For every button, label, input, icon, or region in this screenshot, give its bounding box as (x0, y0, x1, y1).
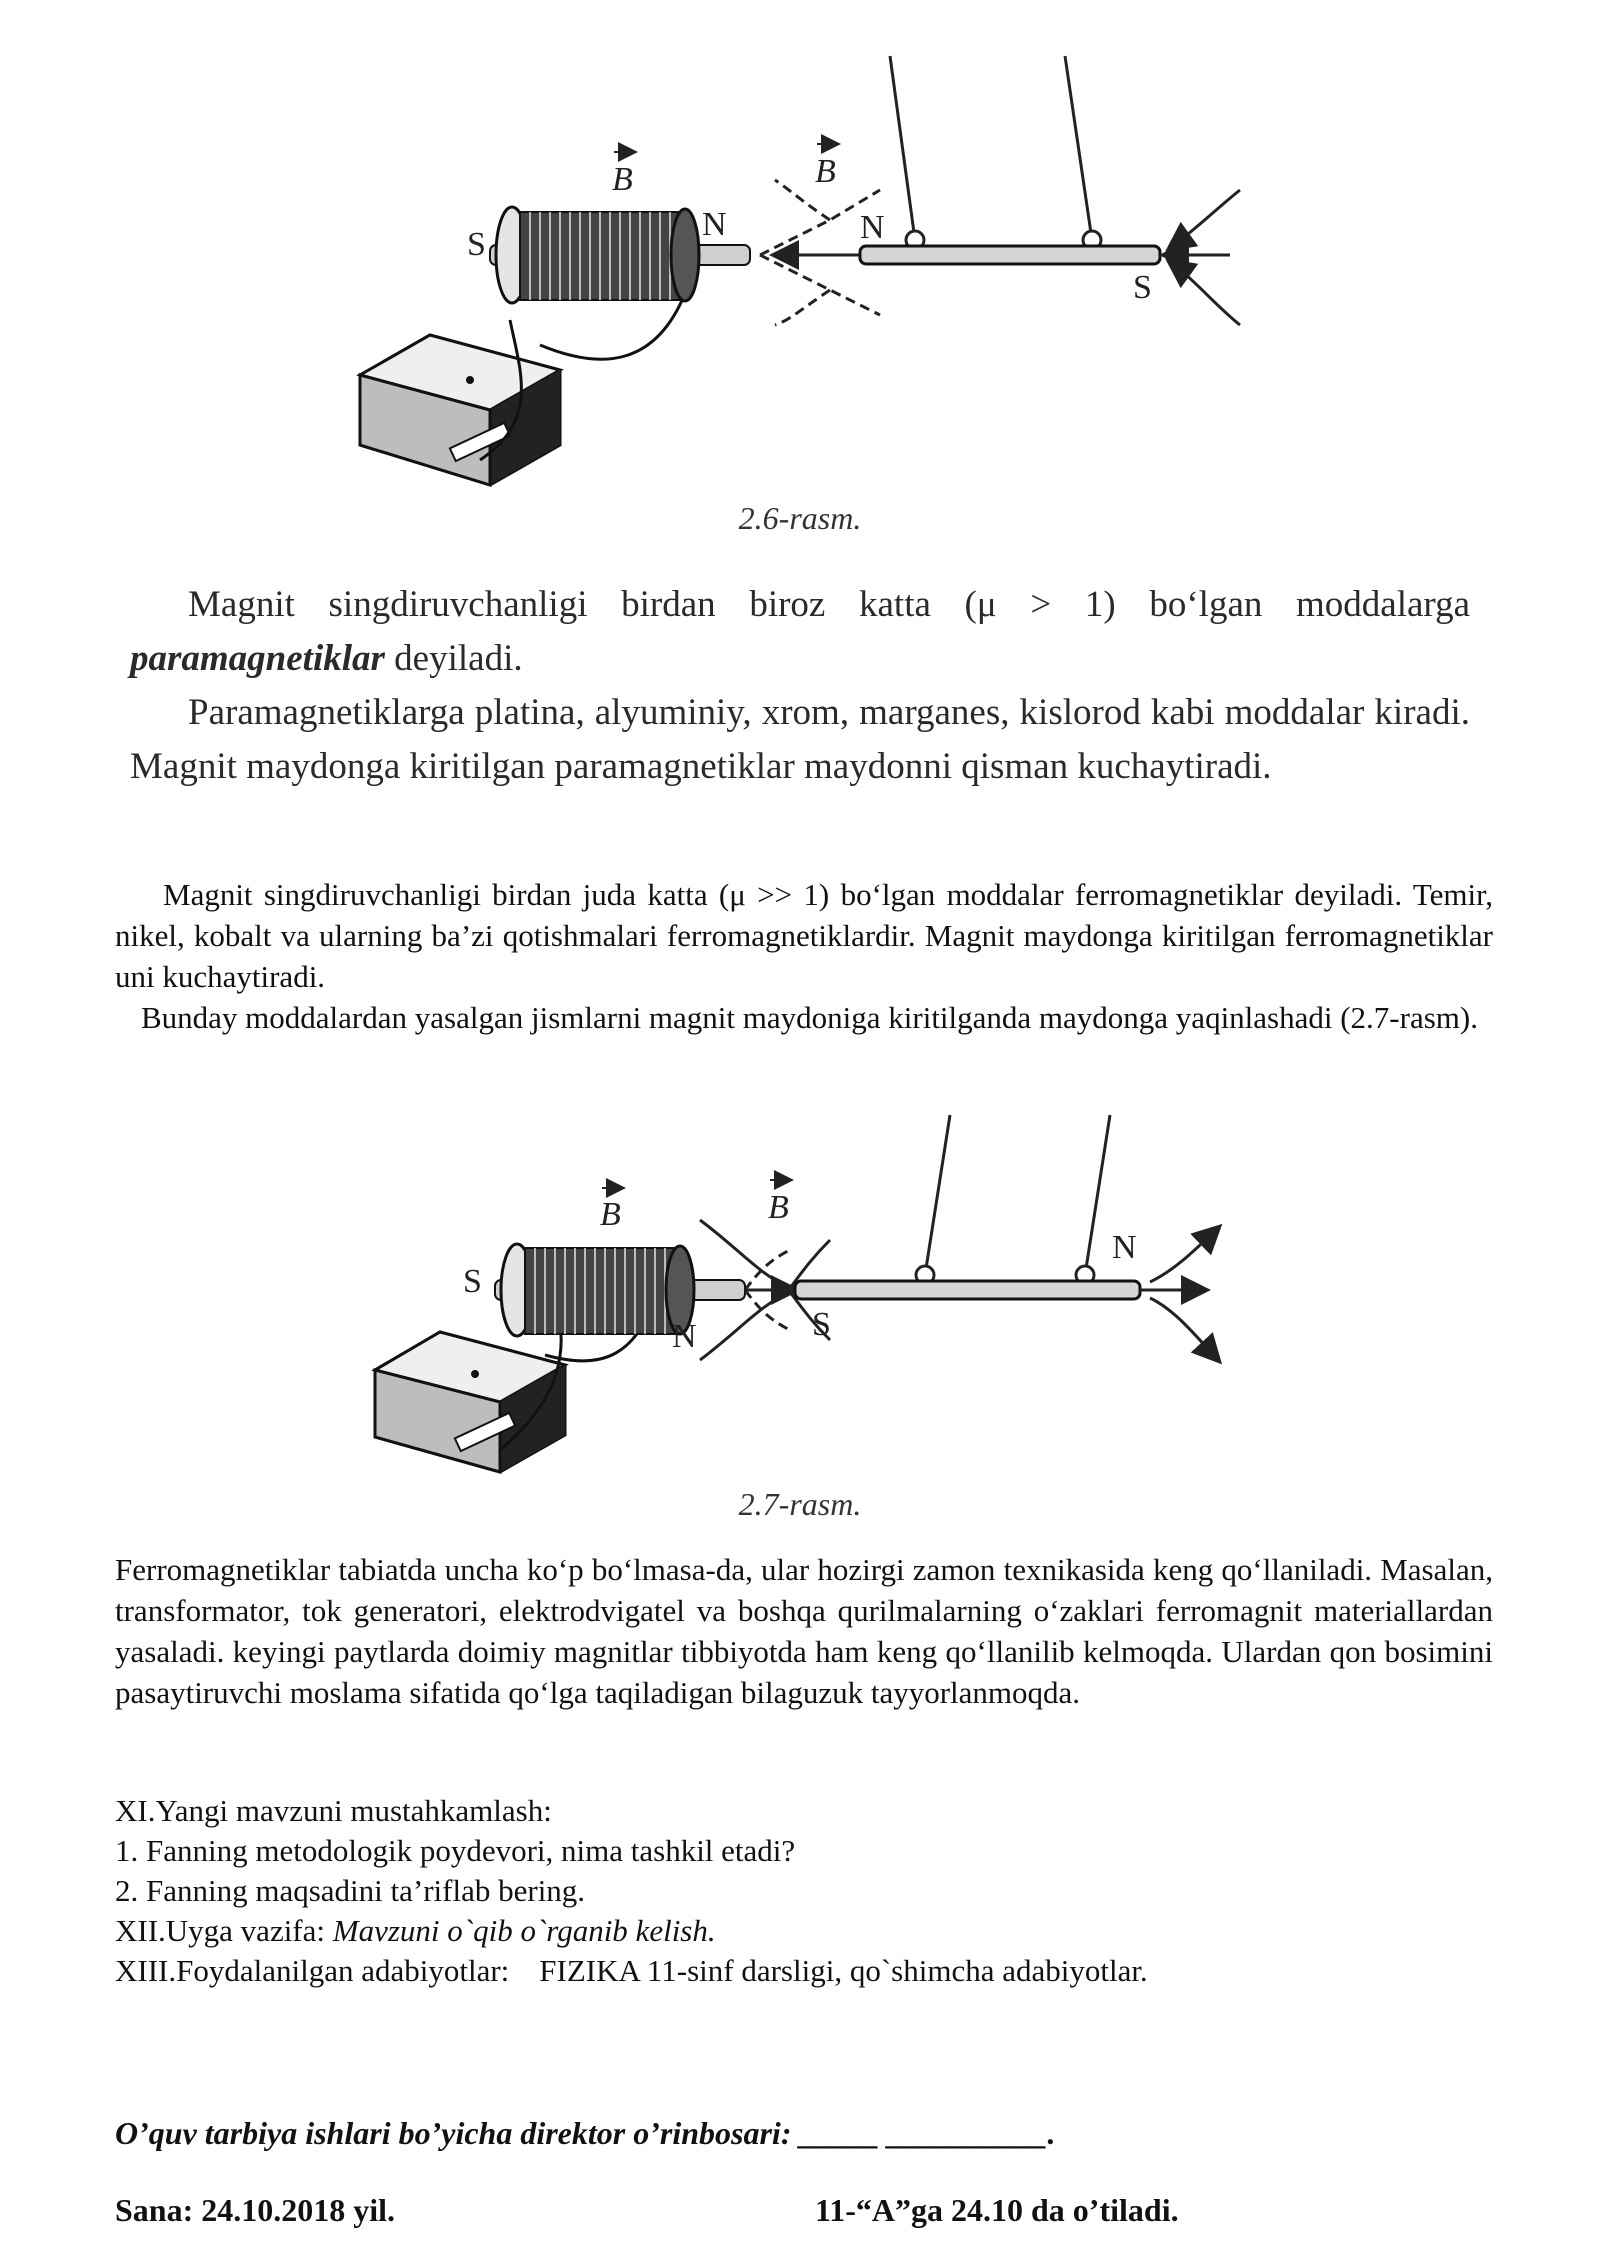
power-supply-icon (360, 335, 560, 485)
b-vector-label-gap: B (815, 153, 836, 190)
b-vector-label-gap-2: B (768, 1189, 789, 1226)
paramagnetic-term: paramagnetiklar (130, 638, 385, 679)
b-vector-label-coil-2: B (600, 1196, 621, 1233)
references (115, 1951, 1493, 1991)
pole-label-s-rod-2: S (812, 1306, 831, 1343)
homework-value: Mavzuni o`qib o`rganib kelish. (332, 1913, 716, 1948)
pole-label-n-rod-2: N (1112, 1229, 1137, 1266)
scanned-paragraph-block (130, 578, 1470, 794)
pole-label-s-coil: S (467, 226, 486, 263)
pole-label-n-coil: N (702, 206, 727, 243)
pole-label-s-coil-2: S (463, 1263, 482, 1300)
question-1: 1. Fanning metodologik poydevori, nima tashkil etadi? (115, 1833, 796, 1868)
solenoid-coil-icon-2 (495, 1244, 745, 1336)
lesson-date: Sana: 24.10.2018 yil. (115, 2192, 396, 2228)
figure-2-7-caption: 2.7-rasm. (738, 1486, 862, 1522)
paramagnetic-definition (130, 578, 1470, 686)
pole-label-n-coil-2: N (672, 1318, 697, 1355)
figure-2-6-caption: 2.6-rasm. (738, 500, 862, 536)
suspended-rod-icon-2 (795, 1115, 1140, 1299)
figure-2-6 (0, 40, 1600, 520)
ferromagnetic-behavior: Bunday moddalardan yasalgan jismlarni magnit maydoniga kiritilganda maydonga yaqinlashadi (2.7-rasm). (141, 1000, 1478, 1035)
pole-label-n-rod: N (860, 209, 885, 246)
paramagnetic-definition-start: Magnit singdiruvchanligi birdan biroz katta (μ > 1) bo‘lgan moddalarga (188, 584, 1470, 625)
consolidation-heading: XI.Yangi mavzuni mustahkamlash: (115, 1793, 552, 1828)
applications-paragraph: Ferromagnetiklar tabiatda uncha ko‘p bo‘lmasa-da, ular hozirgi zamon texnikasida keng qo‘llaniladi. Masalan, transformator, tok generatori, elektrodvigatel va boshqa qurilmalarning o‘zaklari ferromagnit materiallardan yasaladi. keyingi paytlarda doimiy magnitlar tibbiyotda ham keng qo‘llanilib kelmoqda. Ulardan qon bosimini pasaytiruvchi moslama sifatida qo‘lga taqiladigan bilaguzuk tayyorlanmoqda. (115, 1552, 1493, 1710)
figure-2-7-illustration (0, 1110, 1600, 1510)
question-2: 2. Fanning maqsadini ta’riflab bering. (115, 1873, 586, 1908)
references-label: XIII.Foydalanilgan adabiyotlar: (115, 1953, 510, 1988)
paramagnetic-examples: Paramagnetiklarga platina, alyuminiy, xrom, marganes, kislorod kabi moddalar kiradi. Magnit maydonga kiritilgan paramagnetiklar maydonni qisman kuchaytiradi. (130, 692, 1470, 787)
suspended-rod-icon (860, 56, 1160, 264)
ferromagnetic-section (115, 874, 1493, 1038)
ferromagnetic-applications (115, 1549, 1493, 1713)
class-note: 11-“A”ga 24.10 da o’tiladi. (815, 2192, 1179, 2228)
homework (115, 1911, 1493, 1951)
b-vector-label-coil: B (612, 161, 633, 198)
lesson-plan-list (115, 1791, 1493, 1991)
director-signature-line: O’quv tarbiya ishlari bo’yicha direktor o’rinbosari: _____ __________. (115, 2115, 1056, 2151)
power-supply-icon-2 (375, 1332, 565, 1472)
homework-label: XII.Uyga vazifa: (115, 1913, 333, 1948)
pole-label-s-rod: S (1133, 269, 1152, 306)
references-value: FIZIKA 11-sinf darsligi, qo`shimcha adabiyotlar. (539, 1953, 1148, 1988)
paramagnetic-definition-end: deyiladi. (384, 638, 523, 679)
ferromagnetic-definition: Magnit singdiruvchanligi birdan juda katta (μ >> 1) bo‘lgan moddalar ferromagnetiklar deyiladi. Temir, nikel, kobalt va ularning ba’zi qotishmalari ferromagnetiklardir. Magnit maydonga kiritilgan ferromagnetiklar uni kuchaytiradi. (115, 877, 1493, 994)
figure-2-7 (0, 1110, 1600, 1510)
figure-2-6-illustration (0, 40, 1600, 520)
